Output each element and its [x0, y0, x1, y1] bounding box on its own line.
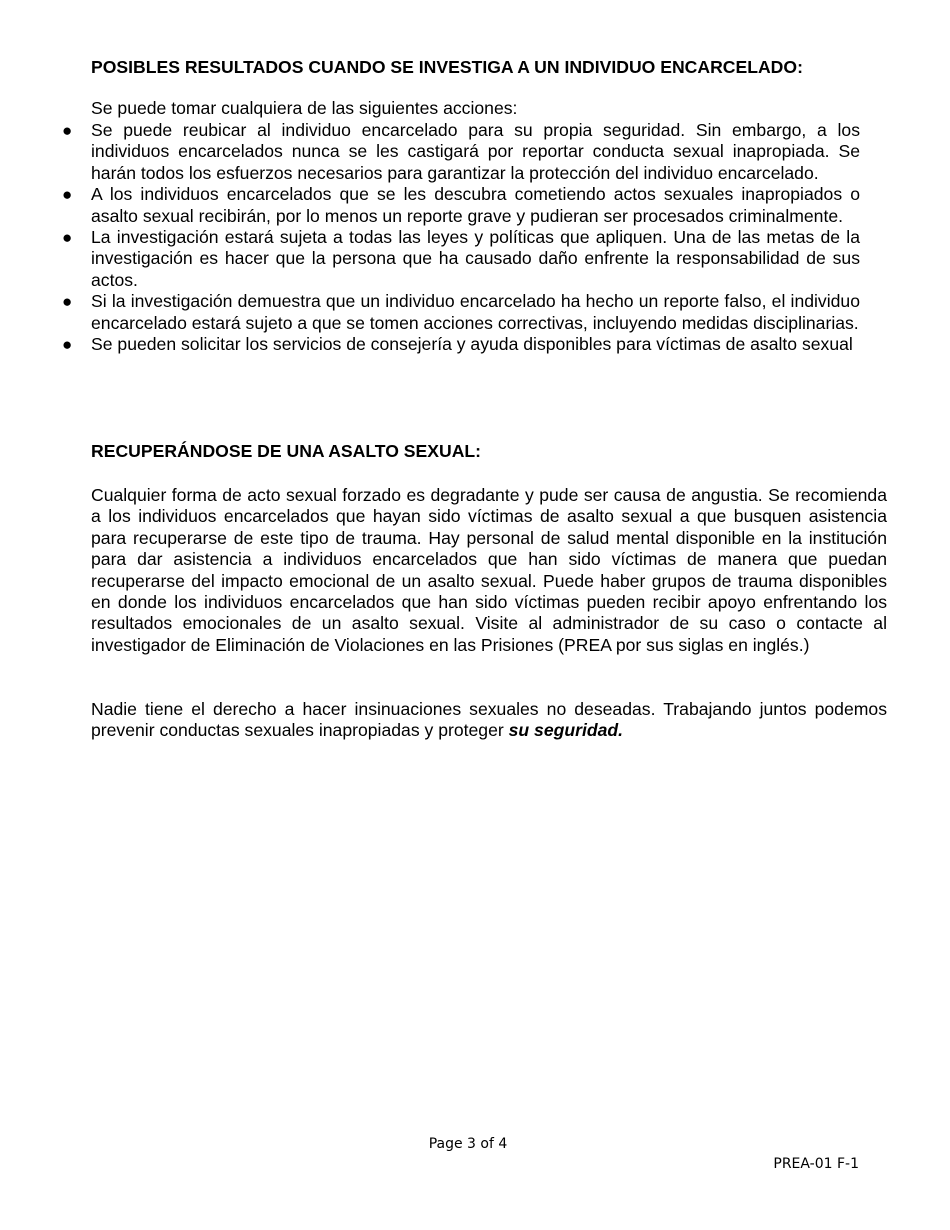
list-item: [0, 120, 860, 184]
list-item-text: La investigación estará sujeta a todas las leyes y políticas que apliquen. Una de las metas de la investigación es hacer que la persona que ha causado daño enfrente la responsabilidad de sus actos.: [91, 227, 860, 290]
bullet-icon: ●: [62, 121, 73, 140]
heading-possible-outcomes: POSIBLES RESULTADOS CUANDO SE INVESTIGA A UN INDIVIDUO ENCARCELADO:: [91, 57, 803, 77]
bullet-icon: ●: [62, 335, 73, 355]
recovery-paragraph: Cualquier forma de acto sexual forzado es degradante y pude ser causa de angustia. Se recomienda a los individuos encarcelados que hayan sido víctimas de asalto sexual a que busquen asistencia para recuperarse de este tipo de trauma. Hay personal de salud mental disponible en la institución para dar asistencia a individuos encarcelados que han sido víctimas de manera que puedan recuperarse del impacto emocional de un asalto sexual. Puede haber grupos de trauma disponibles en donde los individuos encarcelados que han sido víctimas pueden recibir apoyo enfrentando los resultados emocionales de un asalto sexual. Visite al administrador de su caso o contacte al investigador de Eliminación de Violaciones en las Prisiones (PREA por sus siglas en inglés.): [91, 485, 887, 655]
outcomes-list: [0, 120, 860, 355]
page-number: Page 3 of 4: [428, 1136, 508, 1152]
list-item: [0, 184, 860, 227]
list-item-text: A los individuos encarcelados que se les descubra cometiendo actos sexuales inapropiados o asalto sexual recibirán, por lo menos un reporte grave y pudieran ser procesados criminalmente.: [91, 184, 860, 226]
list-item-text: Se puede reubicar al individuo encarcelado para su propia seguridad. Sin embargo, a los individuos encarcelados nunca se les castigará por reportar conducta sexual inapropiada. Se harán todos los esfuerzos necesarios para garantizar la protección del individuo encarcelado.: [91, 120, 860, 183]
closing-paragraph: [91, 699, 887, 742]
heading-recovering: RECUPERÁNDOSE DE UNA ASALTO SEXUAL:: [91, 441, 482, 461]
bullet-icon: ●: [62, 292, 73, 312]
bullet-icon: ●: [62, 228, 73, 248]
closing-text: Nadie tiene el derecho a hacer insinuaciones sexuales no deseadas. Trabajando juntos podemos prevenir conductas sexuales inapropiadas y proteger: [91, 699, 887, 741]
list-item-text: Se pueden solicitar los servicios de consejería y ayuda disponibles para víctimas de asalto sexual: [91, 334, 853, 355]
intro-text: Se puede tomar cualquiera de las siguientes acciones:: [91, 98, 518, 118]
closing-emphasis: su seguridad.: [508, 720, 624, 741]
form-code: PREA-01 F-1: [773, 1156, 859, 1172]
list-item: [0, 334, 860, 355]
list-item-text: Si la investigación demuestra que un individuo encarcelado ha hecho un reporte falso, el individuo encarcelado estará sujeto a que se tomen acciones correctivas, incluyendo medidas disciplinarias.: [91, 291, 860, 333]
list-item: [0, 291, 860, 334]
bullet-icon: ●: [62, 185, 73, 205]
list-item: [0, 227, 860, 291]
